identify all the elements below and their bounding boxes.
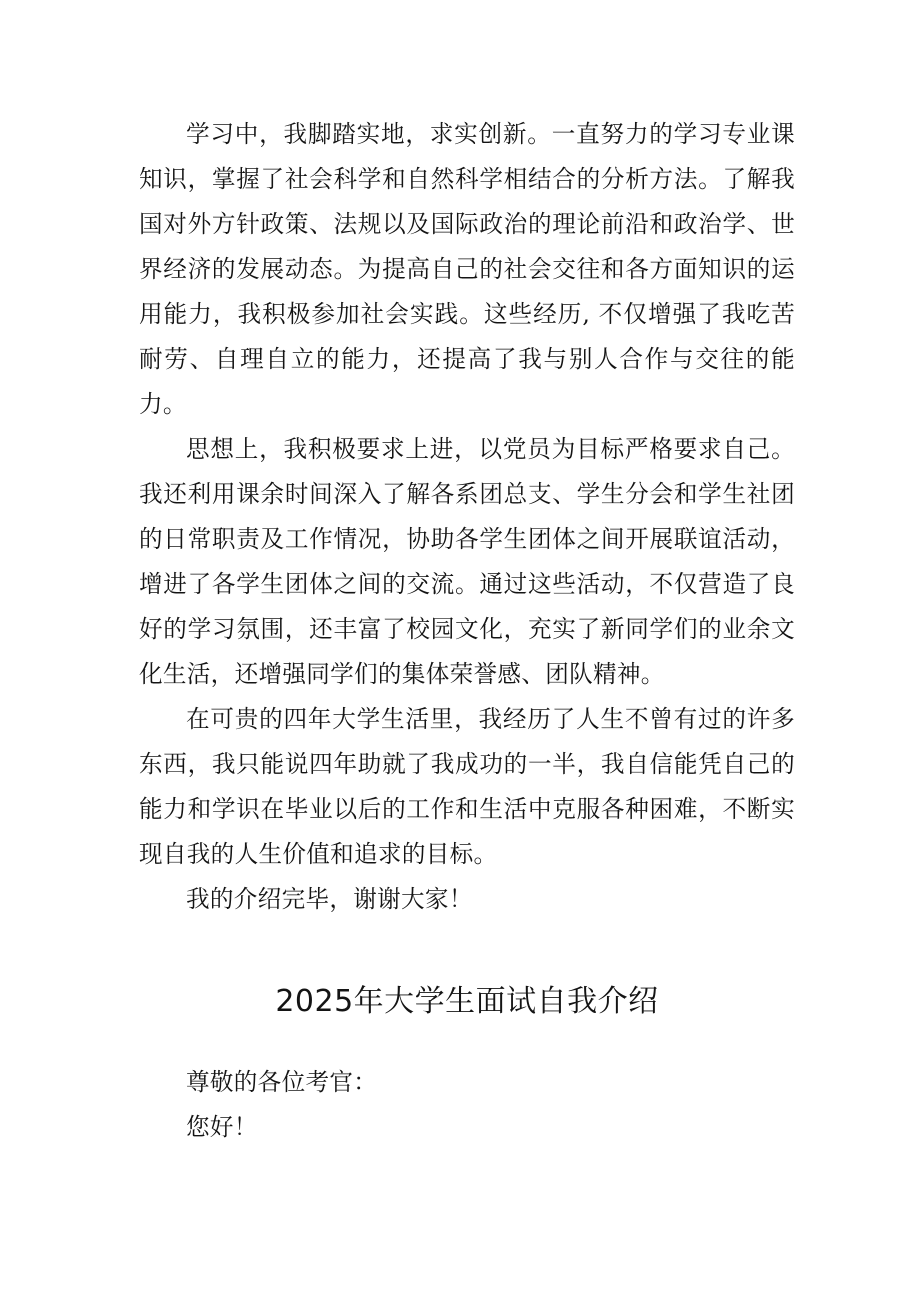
paragraph-study: 学习中，我脚踏实地，求实创新。一直努力的学习专业课知识，掌握了社会科学和自然科学相结合的分析方法。了解我国对外方针政策、法规以及国际政治的理论前沿和政治学、世界经济的发展动态。为提高自己的社会交往和各方面知识的运用能力，我积极参加社会实践。这些经历, 不仅增强了我吃苦耐劳、自理自立的能力，还提高了我与别人合作与交往的能力。 xyxy=(139,120,795,418)
document-title: 2025年大学生面试自我介绍 xyxy=(275,984,659,1019)
document-body xyxy=(139,112,795,922)
salutation-line: 您好！ xyxy=(186,1113,258,1141)
greeting-line: 尊敬的各位考官： xyxy=(186,1068,378,1096)
letter-opening xyxy=(139,1060,795,1150)
paragraph-closing: 我的介绍完毕，谢谢大家！ xyxy=(186,885,473,913)
paragraph-thought: 思想上，我积极要求上进，以党员为目标严格要求自己。我还利用课余时间深入了解各系团总支、学生分会和学生社团的日常职责及工作情况，协助各学生团体之间开展联谊活动，增进了各学生团体之间的交流。通过这些活动，不仅营造了良好的学习氛围，还丰富了校园文化，充实了新同学们的业余文化生活，还增强同学们的集体荣誉感、团队精神。 xyxy=(139,435,795,688)
paragraph-university-life: 在可贵的四年大学生活里，我经历了人生不曾有过的许多东西，我只能说四年助就了我成功的一半，我自信能凭自己的能力和学识在毕业以后的工作和生活中克服各种困难，不断实现自我的人生价值和追求的目标。 xyxy=(139,705,795,868)
